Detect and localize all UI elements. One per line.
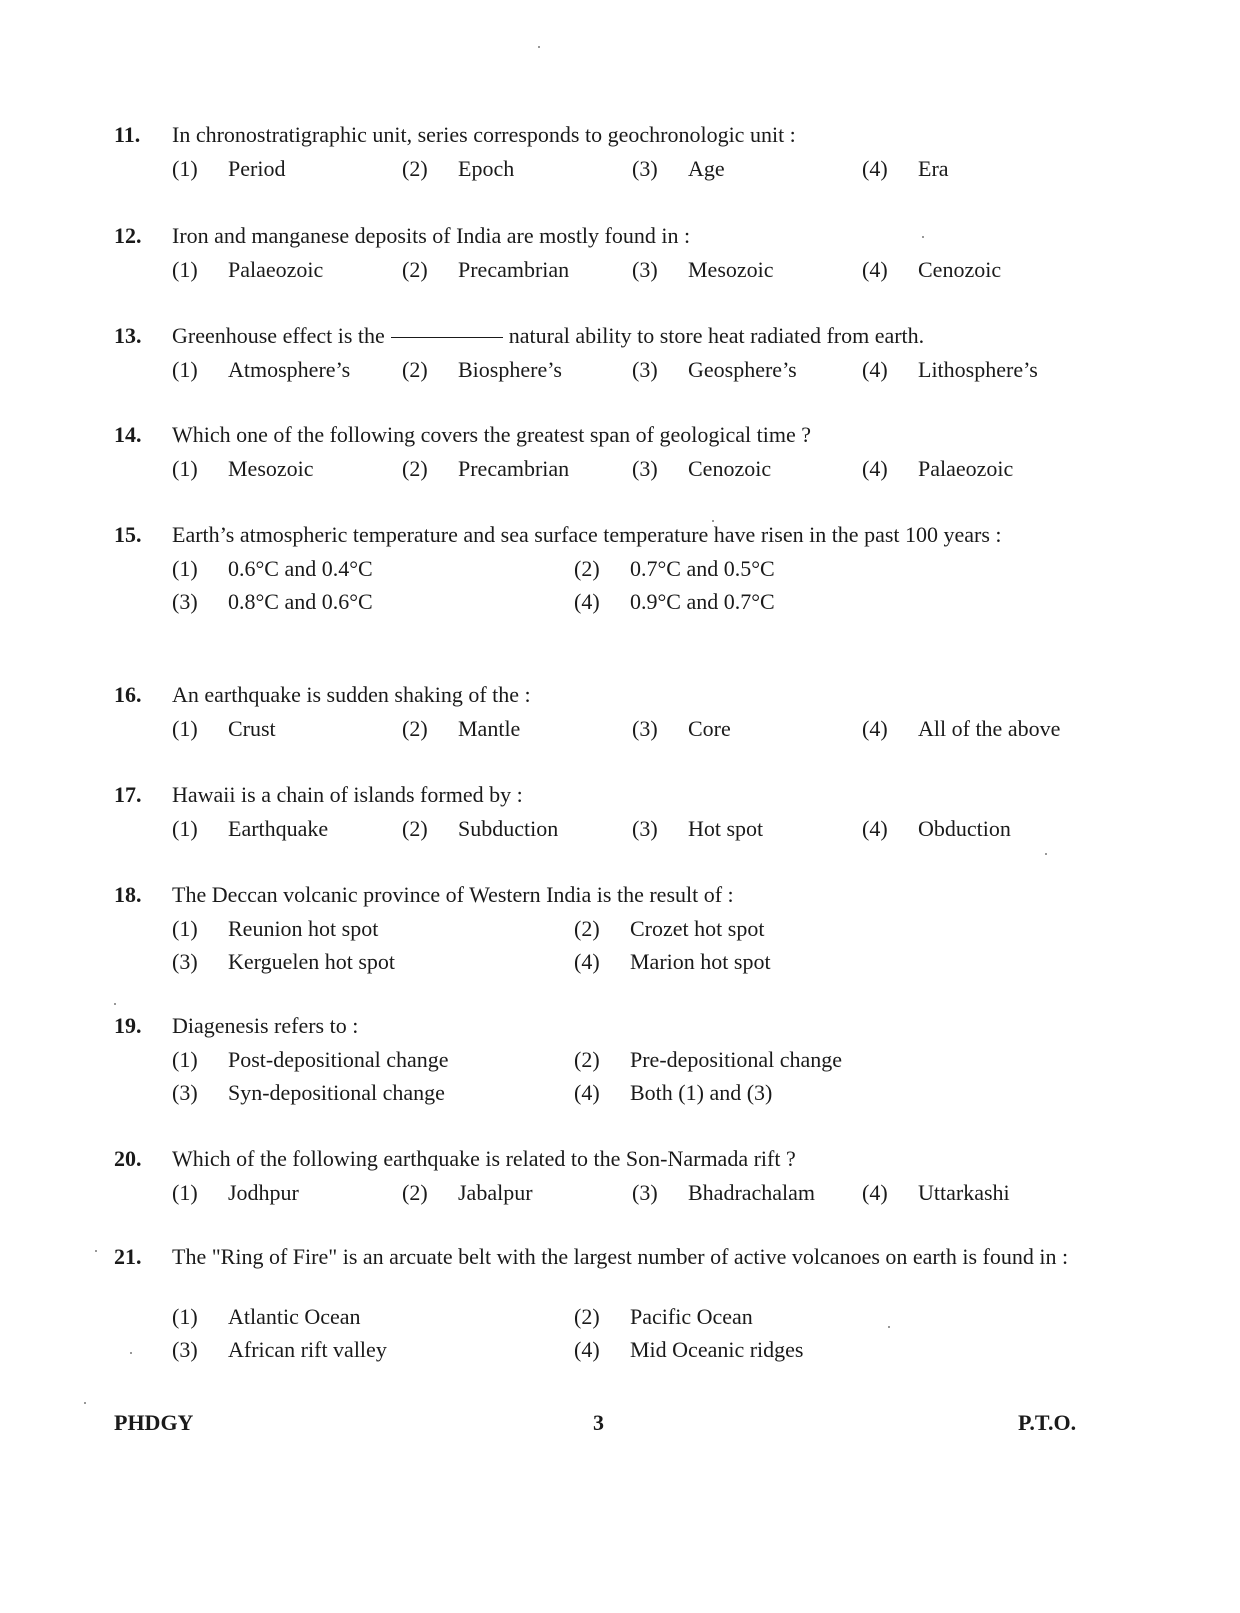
option-text: Pre-depositional change [630,1047,842,1072]
option-text: Syn-depositional change [228,1080,445,1105]
option-number: (4) [862,357,888,382]
option-number: (1) [172,1047,198,1072]
question-stem-text: An earthquake is sudden shaking of the : [172,682,531,707]
question-number: 15. [114,522,142,547]
scan-speck [84,1402,86,1404]
option-number: (1) [172,257,198,282]
option-text: Earthquake [228,816,329,841]
question-number: 11. [114,122,141,147]
question-number: 13. [114,323,142,348]
option-number: (1) [172,916,198,941]
option-text: Crust [228,716,276,741]
option-number: (2) [574,916,600,941]
option-text: Cenozoic [918,257,1002,282]
question-stem-text: Hawaii is a chain of islands formed by : [172,782,523,807]
option-number: (2) [402,257,428,282]
option-text: Cenozoic [688,456,772,481]
option-text: Both (1) and (3) [630,1080,773,1105]
option-number: (1) [172,1180,198,1205]
option-number: (3) [632,816,658,841]
question-number: 20. [114,1146,142,1171]
option-text: 0.8°C and 0.6°C [228,589,373,614]
option-text: Palaeozoic [918,456,1014,481]
option-text: Era [918,156,949,181]
option-number: (4) [862,1180,888,1205]
scan-speck [538,46,540,48]
question-stem-text: Earth’s atmospheric temperature and sea surface temperature have risen in the past 100 years : [172,522,1002,547]
option-text: Bhadrachalam [688,1180,816,1205]
option-number: (3) [632,716,658,741]
option-number: (3) [632,357,658,382]
question-stem [172,1244,1104,1270]
option-number: (1) [172,156,198,181]
option-text: Marion hot spot [630,949,771,974]
option-number: (2) [402,156,428,181]
scan-speck [922,236,924,238]
question-stem-text: The "Ring of Fire" is an arcuate belt with the largest number of active volcanoes on earth is found in : [172,1244,1069,1269]
option-number: (3) [172,589,198,614]
scan-speck [1045,853,1047,855]
option-number: (4) [574,589,600,614]
option-number: (1) [172,556,198,581]
option-number: (3) [632,257,658,282]
question-number: 18. [114,882,142,907]
option-text: Obduction [918,816,1011,841]
option-number: (2) [402,456,428,481]
option-number: (3) [632,456,658,481]
option-text: Uttarkashi [918,1180,1010,1205]
question-number: 12. [114,223,142,248]
option-text: Atmosphere’s [228,357,351,382]
question-stem-text: Which of the following earthquake is related to the Son-Narmada rift ? [172,1146,796,1171]
option-text: African rift valley [228,1337,387,1362]
option-text: Jodhpur [228,1180,299,1205]
option-text: Subduction [458,816,559,841]
option-text: Hot spot [688,816,764,841]
option-text: Period [228,156,286,181]
option-text: Palaeozoic [228,257,324,282]
option-text: 0.6°C and 0.4°C [228,556,373,581]
option-number: (2) [574,1047,600,1072]
question-stem-text: Which one of the following covers the greatest span of geological time ? [172,422,812,447]
footer-pto: P.T.O. [1018,1410,1077,1435]
question-stem-text: Diagenesis refers to : [172,1013,359,1038]
option-text: Epoch [458,156,515,181]
option-number: (4) [574,1337,600,1362]
option-number: (3) [172,1080,198,1105]
option-number: (1) [172,357,198,382]
option-text: Jabalpur [458,1180,533,1205]
option-text: Post-depositional change [228,1047,449,1072]
option-number: (2) [574,1304,600,1329]
option-text: All of the above [918,716,1061,741]
option-number: (3) [632,1180,658,1205]
option-number: (1) [172,1304,198,1329]
option-text: Core [688,716,731,741]
option-text: Reunion hot spot [228,916,379,941]
question-stem-text: The Deccan volcanic province of Western India is the result of : [172,882,734,907]
question-stem [172,223,1104,249]
question-number: 17. [114,782,142,807]
question-stem-text-after: natural ability to store heat radiated from earth. [508,323,925,348]
option-number: (4) [862,716,888,741]
option-text: Lithosphere’s [918,357,1038,382]
option-number: (2) [402,716,428,741]
option-text: Precambrian [458,257,570,282]
option-text: 0.9°C and 0.7°C [630,589,775,614]
question-stem [172,1146,1104,1172]
option-text: Pacific Ocean [630,1304,753,1329]
question-stem [172,682,1104,708]
option-text: 0.7°C and 0.5°C [630,556,775,581]
page-number: 3 [593,1410,604,1435]
question-number: 19. [114,1013,142,1038]
option-number: (3) [172,1337,198,1362]
option-text: Atlantic Ocean [228,1304,361,1329]
option-text: Crozet hot spot [630,916,765,941]
question-stem [172,522,1104,548]
option-number: (3) [172,949,198,974]
option-number: (1) [172,816,198,841]
option-number: (1) [172,456,198,481]
option-text: Mantle [458,716,521,741]
option-number: (2) [402,357,428,382]
option-number: (4) [862,257,888,282]
option-number: (1) [172,716,198,741]
question-stem [172,782,1104,808]
option-number: (4) [574,1080,600,1105]
option-text: Geosphere’s [688,357,797,382]
question-number: 21. [114,1244,142,1269]
question-number: 16. [114,682,142,707]
question-stem-text: Greenhouse effect is the [172,323,385,348]
option-text: Mesozoic [228,456,314,481]
scan-speck [888,1326,890,1328]
option-text: Age [688,156,725,181]
option-number: (4) [862,816,888,841]
fill-in-blank [391,337,503,338]
option-number: (2) [402,1180,428,1205]
question-stem [172,882,1104,908]
question-stem-text: Iron and manganese deposits of India are mostly found in : [172,223,691,248]
option-number: (3) [632,156,658,181]
option-text: Mesozoic [688,257,774,282]
option-text: Kerguelen hot spot [228,949,396,974]
option-number: (4) [862,456,888,481]
question-stem [172,422,1104,448]
option-number: (2) [402,816,428,841]
scan-speck [114,1003,116,1005]
option-text: Biosphere’s [458,357,562,382]
option-number: (2) [574,556,600,581]
question-stem [172,1013,1104,1039]
scan-speck [130,1352,132,1354]
option-number: (4) [862,156,888,181]
footer-code: PHDGY [114,1410,194,1435]
question-number: 14. [114,422,142,447]
question-stem [172,323,1104,349]
scan-speck [712,520,714,522]
question-stem [172,122,1104,148]
option-number: (4) [574,949,600,974]
question-stem-text: In chronostratigraphic unit, series corresponds to geochronologic unit : [172,122,796,147]
option-text: Precambrian [458,456,570,481]
option-text: Mid Oceanic ridges [630,1337,804,1362]
scan-speck [95,1250,97,1252]
